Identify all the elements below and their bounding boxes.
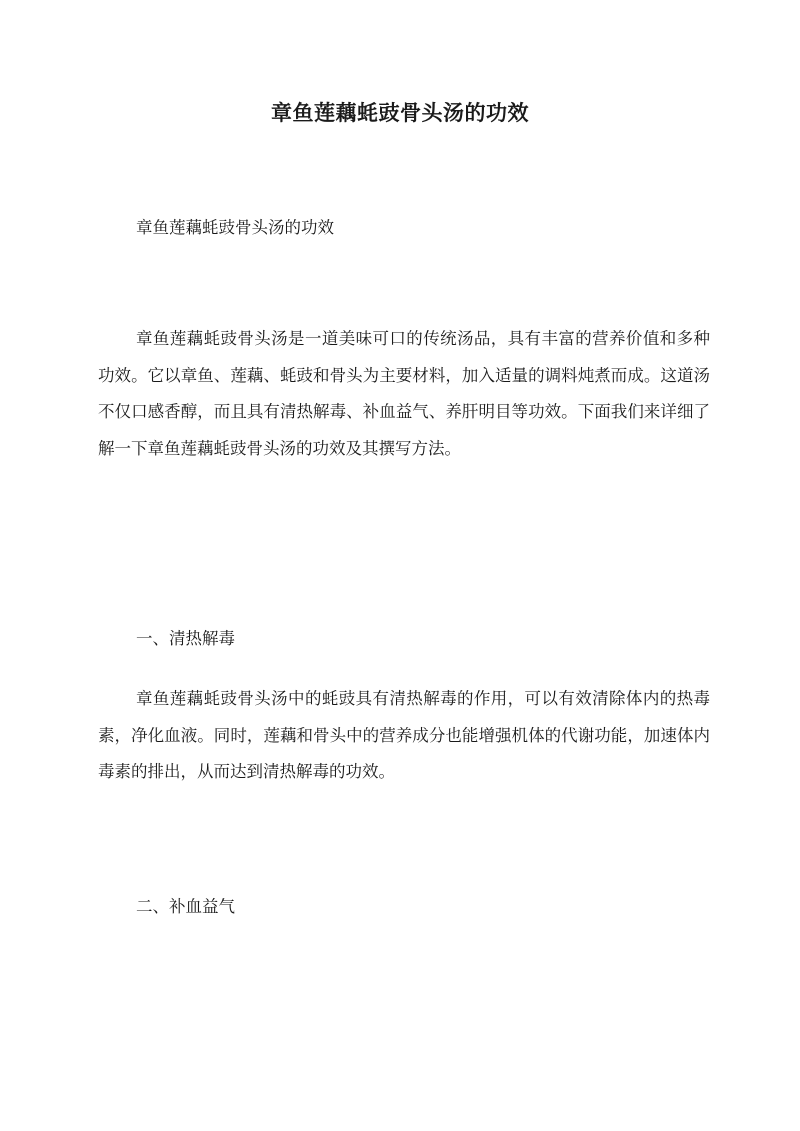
section-body-1: 章鱼莲藕蚝豉骨头汤中的蚝豉具有清热解毒的作用，可以有效清除体内的热毒素，净化血液。同时，莲藕和骨头中的营养成分也能增强机体的代谢功能，加速体内毒素的排出，从而达到清热解毒的功效。 <box>98 689 710 781</box>
section-heading-2: 二、补血益气 <box>136 897 235 916</box>
document-subtitle: 章鱼莲藕蚝豉骨头汤的功效 <box>136 218 334 237</box>
section-heading-1: 一、清热解毒 <box>136 629 235 648</box>
intro-paragraph: 章鱼莲藕蚝豉骨头汤是一道美味可口的传统汤品，具有丰富的营养价值和多种功效。它以章鱼、莲藕、蚝豉和骨头为主要材料，加入适量的调料炖煮而成。这道汤不仅口感香醇，而且具有清热解毒、补血益气、养肝明目等功效。下面我们来详细了解一下章鱼莲藕蚝豉骨头汤的功效及其撰写方法。 <box>98 329 710 458</box>
document-title: 章鱼莲藕蚝豉骨头汤的功效 <box>271 100 529 125</box>
